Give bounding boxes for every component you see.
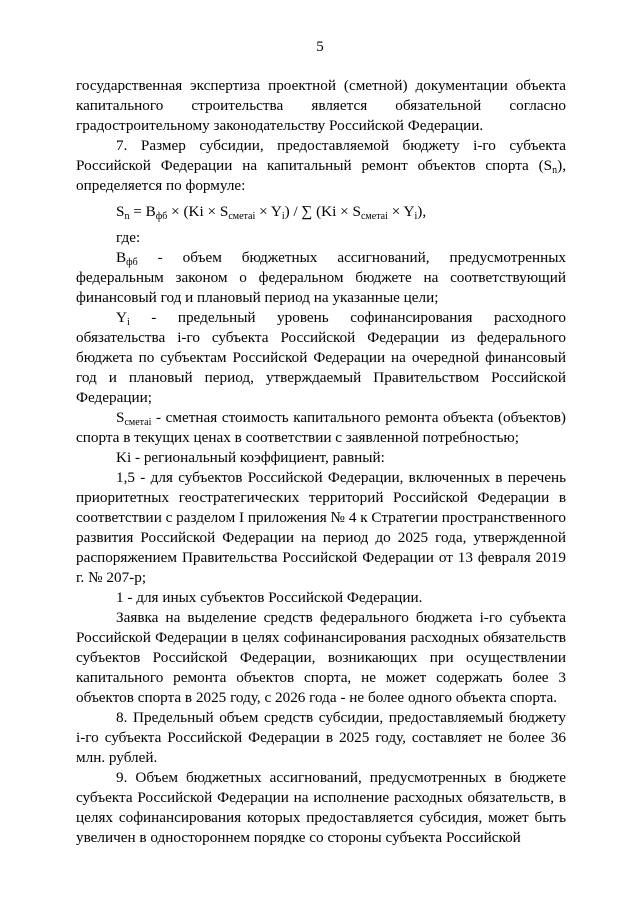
- where-label: где:: [116, 229, 141, 246]
- subscript: фб: [155, 211, 168, 222]
- subscript: i: [126, 317, 130, 328]
- paragraph-8: 8. Предельный объем средств субсидии, предоставляемый бюджету i-го субъекта Российской Федерации в 2025 году, составляет не более 36 млн. рублей.: [76, 709, 566, 766]
- formula-part: = В: [129, 203, 156, 220]
- formula-part: S: [116, 203, 125, 220]
- definition-y: [76, 308, 566, 408]
- ki-value-1: 1,5 - для субъектов Российской Федерации, включенных в перечень приоритетных геостратегических территорий Российской Федерации в соответствии с разделом I приложения № 4 к Стратегии пространственного развития Российской Федерации на период до 2025 года, утвержденной распоряжением Правительства Российской Федерации от 13 февраля 2019 г. № 207-р;: [76, 469, 566, 586]
- document-body: [76, 76, 566, 848]
- definition-b: [76, 248, 566, 308]
- paragraph-continuation: государственная экспертиза проектной (сметной) документации объекта капитального строительства является обязательной согласно градостроительному законодательству Российской Федерации.: [76, 77, 566, 134]
- page-number: 5: [316, 39, 324, 55]
- subscript: n: [124, 211, 130, 222]
- definition-text: - сметная стоимость капитального ремонта объекта (объектов) спорта в текущих ценах в соответствии с заявленной потребностью;: [76, 409, 566, 446]
- paragraph-7: [76, 136, 566, 196]
- formula-part: ) / ∑ (Ki × S: [284, 203, 361, 220]
- formula-part: × Y: [387, 203, 415, 220]
- formula-part: × Y: [255, 203, 282, 220]
- subscript: сметаi: [124, 417, 152, 428]
- paragraph-application: Заявка на выделение средств федерального бюджета i-го субъекта Российской Федерации в целях софинансирования расходных обязательств субъектов Российской Федерации, возникающих при осуществлении капитального ремонта объектов спорта, не может содержать более 3 объектов спорта в 2025 году, с 2026 года - не более одного объекта спорта.: [76, 609, 566, 706]
- definition-ki: Ki - региональный коэффициент, равный:: [116, 449, 385, 466]
- formula-part: × (Ki × S: [167, 203, 229, 220]
- subscript: i: [414, 211, 418, 222]
- formula-part: ),: [417, 203, 427, 220]
- subscript: n: [552, 165, 558, 176]
- symbol: Y: [116, 309, 127, 326]
- paragraph-9: 9. Объем бюджетных ассигнований, предусмотренных в бюджете субъекта Российской Федерации на исполнение расходных обязательств, в целях софинансирования которых предоставляется субсидия, может быть увеличен в одностороннем порядке со стороны субъекта Российской: [76, 769, 566, 846]
- definition-text: - предельный уровень софинансирования расходного обязательства i-го субъекта Российской Федерации из федерального бюджета по субъектам Российской Федерации на очередной финансовый год и плановый период, утверждаемый Правительством Российской Федерации;: [76, 309, 566, 406]
- paragraph-7-text-end: ), определяется по формуле:: [76, 157, 566, 194]
- symbol: S: [116, 409, 125, 426]
- ki-value-2: 1 - для иных субъектов Российской Федерации.: [116, 589, 423, 606]
- subscript: i: [281, 211, 285, 222]
- symbol: В: [116, 249, 127, 266]
- definition-s: [76, 408, 566, 448]
- subscript: сметаi: [228, 211, 256, 222]
- formula: [116, 202, 566, 222]
- subscript: фб: [126, 257, 138, 268]
- subscript: сметаi: [360, 211, 388, 222]
- definition-text: - объем бюджетных ассигнований, предусмотренных федеральным законом о федеральном бюджете на соответствующий финансовый год и плановый период на указанные цели;: [76, 249, 566, 306]
- paragraph-7-text: 7. Размер субсидии, предоставляемой бюджету i-го субъекта Российской Федерации на капитальный ремонт объектов спорта (S: [76, 137, 566, 174]
